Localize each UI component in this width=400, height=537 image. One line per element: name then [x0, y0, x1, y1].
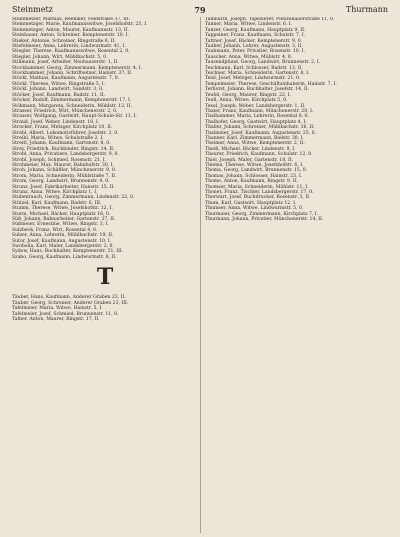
directory-entry: Stumm, Therese, Witwe, Josefshofstr. 12, I.: [12, 206, 113, 212]
page-number: 79: [194, 5, 206, 15]
directory-entry: Steinmetzger, Marie, Kaufmannswitwe, Josefshofstr. 25, I.: [12, 22, 148, 28]
right-column: [205, 17, 391, 533]
directory-entry: Sulzbeck, Franz, Wirt, Rosental 4, 0.: [12, 227, 98, 233]
directory-entry: Thalhammer, Maria, Lehrerin, Rosental 8, 0.: [205, 114, 309, 120]
directory-entry: Tafelmeier, Josef, Schmied, Brunnenstr. 11, 0.: [12, 311, 119, 317]
directory-entry: Szabo, Georg, Kaufmann, Lindwurmstr. 8, II.: [12, 254, 117, 260]
directory-entry: Thalhofer, Georg, Gastwirt, Hauptplatz 4, I.: [205, 119, 307, 125]
directory-entry: Tafelmeier, Maria, Witwe, Hainstr. 5, I.: [12, 306, 103, 312]
directory-entry: Steinmetzger, Anton, Maurer, Kaufmannstr. 13, II.: [12, 27, 129, 33]
directory-entry: Thum, Karl, Gastwirt, Hauptplatz 12, I.: [205, 200, 297, 206]
directory-entry: Strasser, Wolfgang, Gastwirt, Haupt-Schule-Str. 11, I.: [12, 114, 137, 120]
directory-entry: Sutor, Josef, Kaufmann, Augustenstr. 10, I.: [12, 238, 112, 244]
directory-entry: Strecker, Franz, Metzger, Kirchplatz 10, II.: [12, 125, 113, 131]
directory-entry: Steinmetzer, Mathias, Reeniker, Feldstraße 37, III.: [12, 17, 131, 22]
directory-entry: Tappeiner, Franz, Kaufmann, Schulstr. 7, I.: [205, 33, 306, 39]
directory-entry: Tanner, Maria, Witwe, Lindenstr. 6, I.: [205, 22, 293, 28]
directory-entry: Teisl, Josef, Metzger, Lindwurmstr. 21, 0.: [205, 76, 301, 82]
directory-entry: Taubmann, Peter, Privatier, Rosenstr. 10, I.: [205, 49, 305, 55]
directory-entry: Strebl, Albert, Lokomotivführer, Josefstr. 3, 0.: [12, 130, 119, 136]
directory-entry: Theiß, Michael, Bäcker, Lindenstr. 9, I.: [205, 146, 296, 152]
directory-entry: Sulzer, Anna, Lehrerin, Mühlbachstr. 19, II.: [12, 233, 114, 239]
directory-entry: Steinhauer, Anton, Schreiner, Kemptenerstr. 10, I.: [12, 33, 129, 39]
directory-entry: Stützel, Karl, Kaufmann, Badstr. 6, III.: [12, 200, 102, 206]
directory-entry: Tauber, Johann, Lehrer, Augustenstr. 3, II.: [205, 44, 303, 50]
directory-entry: Täuber, Georg, Schreiner, Anderer Graben 23, III.: [12, 300, 129, 306]
directory-entry: Thonet, Franz, Tischler, Landsbergerstr. 17, 0.: [205, 190, 314, 195]
directory-entry: Strey, Friedrich, Buchbinder, Ringstr. 14, II.: [12, 146, 115, 152]
directory-entry: Thomas, Johann, Schlosser, Hainstr. 23, I.: [205, 173, 303, 179]
directory-entry: Thalmeier, Josef, Kaufmann, Augustenstr. 25, 0.: [205, 130, 317, 136]
directory-entry: Swoboda, Karl, Maler, Landsbergerstr. 2, 0.: [12, 244, 114, 250]
directory-entry: Stöckl, Therese, Witwe, Ringstraße 5, I.: [12, 81, 106, 87]
directory-entry: Stökmann, Margareta, Schneiderin, Mühlstr. 12, II.: [12, 103, 132, 109]
header-right-keyword: Thurmann: [345, 5, 388, 14]
directory-entry: Süß, Johann, Bahnarbeiter, Gartenstr. 27, II.: [12, 217, 116, 223]
directory-entry: Stockhammer, Johann, Schriftsetzer, Hainstr. 37, II.: [12, 71, 133, 77]
directory-entry: Theurer, Friedrich, Kaufmann, Schulstr. 12, 0.: [205, 152, 313, 158]
directory-entry: Thaller, Johann, Schreiner, Mühlbachstr. 16, II.: [205, 125, 315, 131]
directory-entry: Stroh, Johann, Schäffler, Münchenerstr. 9, 0.: [12, 168, 117, 174]
directory-entry: Täuber, Hans, Kaufmann, Anderer Graben 23, II.: [12, 295, 126, 301]
directory-entry: Tattner, Josef, Bäcker, Kemptenerstr. 9, 0.: [205, 38, 303, 44]
directory-entry: Theimer, Anna, Witwe, Kemptenerstr. 2, II.: [205, 141, 305, 147]
directory-entry: Streitl, Johann, Kaufmann, Gartenstr. 8, 0.: [12, 141, 111, 147]
directory-entry: Stiefelmeier, Anna, Lehrerin, Lindwurmstr. 41, I.: [12, 44, 126, 50]
directory-entry: Streibl, Maria, Witwe, Schulstraße 2, I.: [12, 135, 104, 141]
directory-entry: Tauscher, Anna, Witwe, Mühlstr. 4, 0.: [205, 54, 293, 60]
directory-entry: Stockhammer, Georg, Zimmermann, Kemptenerstr. 4, I.: [12, 65, 142, 71]
directory-entry: Strom, Maria, Schneiderin, Mühlstraße 7, II.: [12, 173, 117, 179]
left-column: [12, 17, 198, 533]
directory-entry: Thurmann, Johann, Privatier, Münchenerstr. 14, II.: [205, 217, 324, 223]
directory-entry: Terhorst, Johann, Buchhalter, Josefstr. 14, II.: [205, 87, 310, 93]
directory-entry: Thaler, Franz, Kaufmann, Münchenerstr. 20, I.: [205, 108, 314, 114]
directory-entry: Texel, Joseph, Weber, Landsbergerstr. 1, II.: [205, 103, 306, 109]
directory-entry: Strunz, Anna, Witwe, Kirchplatz 1, I.: [12, 190, 98, 195]
directory-entry: Tafner, Anton, Maurer, Ringstr. 17, II.: [12, 316, 100, 322]
directory-entry: Stiegler, Johann, Wirt, Mühlbachstr. 5, 0.: [12, 54, 108, 60]
directory-entry: Thoma, Georg, Landwirt, Brunnenstr. 15, 0.: [205, 168, 308, 174]
directory-entry: Stöcker, Josef, Kaufmann, Badstr. 11, II.: [12, 92, 106, 98]
directory-entry: Teichmann, Karl, Schlosser, Badstr. 13, II.: [205, 65, 303, 71]
directory-entry: Strobl, Joseph, Schmied, Rosenstr. 21, I.: [12, 157, 106, 163]
directory-entry: Stillmann, Josef, Arbeiter, Neuhauserstr. 1, II.: [12, 60, 119, 66]
directory-entry: Thieme, Therese, Witwe, Josefshofstr. 6, I.: [205, 162, 304, 168]
header-left-keyword: Steinmetz: [12, 5, 53, 14]
directory-entry: Stieker, Antonie, Schreiner, Ringstraße 8, II.: [12, 38, 116, 44]
directory-entry: Tamburin, Joseph, Tapezierer, Pienzenauerstraße 11, 0.: [205, 17, 335, 22]
directory-entry: Stubenrauch, Georg, Zimmermann, Lindenstr. 22, 0.: [12, 195, 135, 201]
section-initial-letter: T: [96, 264, 114, 291]
directory-entry: Thiel, Joseph, Maler, Gartenstr. 18, II.: [205, 157, 294, 163]
directory-entry: Teufl, Anna, Witwe, Kirchplatz 5, 0.: [205, 98, 288, 104]
column-divider: [200, 17, 201, 533]
directory-entry: Teichner, Maria, Schneiderin, Gartenstr. 8, I.: [205, 71, 310, 77]
directory-entry: Stöcker, Rudolf, Zimmermann, Kemptenerstr. 17, I.: [12, 98, 132, 104]
directory-entry: Sturm, Michael, Bäcker, Hauptplatz 16, 0.: [12, 211, 111, 217]
directory-entry: Tausendpfund, Georg, Landwirt, Brunnenstr. 2, I.: [205, 60, 321, 66]
directory-entry: Thanner, Karl, Zimmermann, Badstr. 30, I.: [205, 135, 304, 141]
directory-entry: Stöckl, Mathias, Kaufmann, Augustenstr. 7, 0.: [12, 76, 120, 82]
directory-entry: Thome, Anton, Kaufmann, Ringstr. 9, II.: [205, 179, 298, 185]
directory-entry: Thurmaier, Georg, Zimmermann, Kirchplatz 7, I.: [205, 211, 319, 217]
directory-entry: Strobl, Anna, Privatiere, Landsbergerstr. 9, 0.: [12, 152, 119, 158]
directory-entry: Tempelmeier, Therese, Geschäftsinhaberin, Hainstr. 7, I.: [205, 81, 337, 87]
directory-entry: Strauß, Josef, Weber, Lindenstr. 18, I.: [12, 119, 100, 125]
page-header: [12, 4, 388, 16]
directory-entry: Süßmeier, Ernestine, Witwe, Ringstr. 3, I.: [12, 222, 109, 228]
directory-entry: Thorwart, Josef, Buchdrucker, Rosenstr. 3, II.: [205, 195, 311, 201]
directory-entry: Stiegler, Therese, Kaufmannswitwe, Rosental 2, 0.: [12, 49, 130, 55]
directory-entry: Teufel, Georg, Maurer, Ringstr. 22, I.: [205, 92, 292, 98]
directory-entry: Thumser, Anna, Witwe, Lindwurmstr. 5, 0.: [205, 206, 304, 212]
directory-entry: Tanzer, Georg, Kaufmann, Hauptplatz 9, II.: [205, 27, 306, 33]
directory-entry: Strasser, Friedrich, Wirt, Münchenerstr. 2, 0.: [12, 108, 118, 114]
directory-entry: Strohmeier, Max, Maurer, Bahnhofstr. 30, I.: [12, 162, 114, 168]
directory-entry: Sydow, Hans, Buchhalter, Kemptenerstr. 31, III.: [12, 249, 124, 255]
directory-entry: Thomser, Maria, Schneiderin, Mühlstr. 11, I.: [205, 184, 309, 190]
directory-entry: Strunz, Josef, Fabrikarbeiter, Hainstr. 15, II.: [12, 184, 115, 190]
directory-entry: Strom, Georg, Landwirt, Brunnenstr. 4, 0.: [12, 179, 110, 185]
directory-entry: Stöckl, Johann, Landwirt, Sandstr. 3, 0.: [12, 87, 104, 93]
